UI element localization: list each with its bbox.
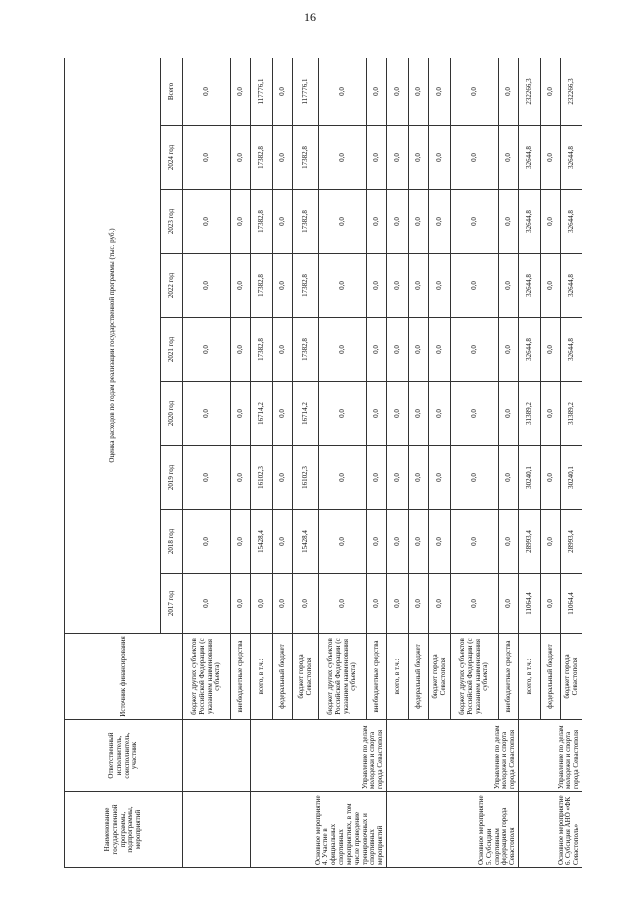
value-cell: 0,0 — [429, 382, 451, 446]
value-cell: 0,0 — [429, 446, 451, 510]
year-header: 2018 год — [161, 510, 183, 574]
value-cell: 0,0 — [409, 446, 429, 510]
value-cell: 0,0 — [273, 510, 293, 574]
value-cell: 0,0 — [273, 382, 293, 446]
value-cell: 0,0 — [429, 574, 451, 634]
value-cell: 0,0 — [451, 510, 499, 574]
value-cell: 0,0 — [319, 254, 367, 318]
value-cell: 31389,2 — [519, 382, 541, 446]
total-cell: 0,0 — [541, 58, 561, 126]
value-cell: 0,0 — [451, 318, 499, 382]
value-cell: 0,0 — [319, 382, 367, 446]
source-cell: бюджет города Севастополя — [429, 634, 451, 720]
value-cell: 16714,2 — [293, 382, 319, 446]
page-number: 16 — [304, 10, 316, 24]
value-cell: 0,0 — [541, 382, 561, 446]
value-cell: 0,0 — [499, 254, 519, 318]
measure-name-cell — [183, 792, 251, 868]
value-cell: 0,0 — [499, 318, 519, 382]
source-cell: бюджет города Севастополя — [561, 634, 583, 720]
value-cell: 0,0 — [367, 510, 387, 574]
total-cell: 232266,3 — [561, 58, 583, 126]
value-cell: 0,0 — [429, 510, 451, 574]
value-cell: 0,0 — [231, 382, 251, 446]
value-cell: 0,0 — [273, 446, 293, 510]
source-cell: бюджет других субъектов Российской Федерации (с указанием наименования субъекта) — [451, 634, 499, 720]
value-cell: 0,0 — [409, 382, 429, 446]
total-cell: 117776,1 — [293, 58, 319, 126]
value-cell: 0,0 — [183, 126, 231, 190]
value-cell: 17382,8 — [251, 318, 273, 382]
source-cell: федеральный бюджет — [273, 634, 293, 720]
value-cell: 0,0 — [429, 318, 451, 382]
value-cell: 28993,4 — [561, 510, 583, 574]
source-cell: всего, в т.ч.: — [519, 634, 541, 720]
value-cell: 0,0 — [367, 574, 387, 634]
value-cell: 0,0 — [541, 510, 561, 574]
value-cell: 0,0 — [273, 318, 293, 382]
total-cell: 0,0 — [183, 58, 231, 126]
value-cell: 15428,4 — [293, 510, 319, 574]
executor-cell: Управление по делам молодежи и спорта города Севастополя — [519, 720, 583, 792]
source-cell: всего, в т.ч.: — [387, 634, 409, 720]
funding-table — [64, 58, 582, 868]
value-cell: 0,0 — [183, 382, 231, 446]
year-header: 2019 год — [161, 446, 183, 510]
header-estimate: Оценка расходов по годам реализации государственной программы (тыс. руб.) — [65, 58, 161, 634]
value-cell: 0,0 — [387, 446, 409, 510]
value-cell: 0,0 — [367, 446, 387, 510]
value-cell: 0,0 — [451, 382, 499, 446]
measure-name-cell: Основное мероприятие 4. Участие в официальных спортивных мероприятиях, в том числе проведение тренировочных и спортивных мероприятий — [251, 792, 387, 868]
value-cell: 30240,1 — [561, 446, 583, 510]
total-cell: 0,0 — [367, 58, 387, 126]
total-cell: 0,0 — [451, 58, 499, 126]
value-cell: 0,0 — [273, 254, 293, 318]
value-cell: 0,0 — [367, 382, 387, 446]
value-cell: 0,0 — [319, 318, 367, 382]
value-cell: 0,0 — [367, 254, 387, 318]
value-cell: 0,0 — [429, 126, 451, 190]
value-cell: 11064,4 — [519, 574, 541, 634]
value-cell: 0,0 — [499, 126, 519, 190]
value-cell: 17382,8 — [293, 254, 319, 318]
value-cell: 0,0 — [183, 318, 231, 382]
year-header: 2017 год — [161, 574, 183, 634]
value-cell: 0,0 — [319, 446, 367, 510]
total-cell: 117776,1 — [251, 58, 273, 126]
year-header: 2024 год — [161, 126, 183, 190]
table-row — [519, 58, 541, 868]
value-cell: 0,0 — [409, 126, 429, 190]
source-cell: всего, в т.ч.: — [251, 634, 273, 720]
source-cell: бюджет города Севастополя — [293, 634, 319, 720]
year-header: 2021 год — [161, 318, 183, 382]
value-cell: 0,0 — [387, 190, 409, 254]
value-cell: 0,0 — [231, 446, 251, 510]
value-cell: 0,0 — [319, 574, 367, 634]
value-cell: 0,0 — [367, 318, 387, 382]
value-cell: 0,0 — [231, 574, 251, 634]
value-cell: 0,0 — [293, 574, 319, 634]
value-cell: 0,0 — [387, 510, 409, 574]
value-cell: 32644,8 — [519, 190, 541, 254]
value-cell: 0,0 — [231, 190, 251, 254]
value-cell: 0,0 — [387, 574, 409, 634]
value-cell: 0,0 — [409, 254, 429, 318]
value-cell: 0,0 — [367, 126, 387, 190]
value-cell: 32644,8 — [561, 254, 583, 318]
value-cell: 17382,8 — [293, 318, 319, 382]
total-cell: 0,0 — [409, 58, 429, 126]
value-cell: 0,0 — [183, 254, 231, 318]
value-cell: 0,0 — [499, 574, 519, 634]
value-cell: 0,0 — [409, 574, 429, 634]
value-cell: 0,0 — [231, 510, 251, 574]
value-cell: 0,0 — [541, 318, 561, 382]
value-cell: 16102,3 — [293, 446, 319, 510]
value-cell: 31389,2 — [561, 382, 583, 446]
value-cell: 0,0 — [409, 318, 429, 382]
value-cell: 17382,8 — [293, 190, 319, 254]
value-cell: 32644,8 — [561, 318, 583, 382]
value-cell: 0,0 — [273, 126, 293, 190]
value-cell: 0,0 — [499, 190, 519, 254]
value-cell: 0,0 — [183, 446, 231, 510]
value-cell: 0,0 — [231, 126, 251, 190]
table-frame — [64, 58, 582, 868]
value-cell: 0,0 — [429, 254, 451, 318]
source-cell: федеральный бюджет — [541, 634, 561, 720]
value-cell: 0,0 — [387, 318, 409, 382]
header-name: Наименование государственной программы, подпрограммы, мероприятий — [65, 792, 183, 868]
value-cell: 32644,8 — [519, 318, 541, 382]
value-cell: 0,0 — [319, 126, 367, 190]
value-cell: 0,0 — [409, 190, 429, 254]
value-cell: 16102,3 — [251, 446, 273, 510]
value-cell: 0,0 — [387, 126, 409, 190]
value-cell: 28993,4 — [519, 510, 541, 574]
header-executor: Ответственный исполнитель, соисполнитель, участник — [65, 720, 183, 792]
year-header: 2022 год — [161, 254, 183, 318]
value-cell: 0,0 — [387, 254, 409, 318]
table-row — [183, 58, 231, 868]
rotated-table-container — [64, 58, 582, 868]
total-cell: 0,0 — [319, 58, 367, 126]
total-cell: 0,0 — [387, 58, 409, 126]
value-cell: 30240,1 — [519, 446, 541, 510]
total-header: Всего — [161, 58, 183, 126]
total-cell: 232266,3 — [519, 58, 541, 126]
total-cell: 0,0 — [429, 58, 451, 126]
executor-cell — [183, 720, 251, 792]
value-cell: 0,0 — [451, 190, 499, 254]
value-cell: 0,0 — [273, 574, 293, 634]
value-cell: 0,0 — [183, 510, 231, 574]
value-cell: 0,0 — [409, 510, 429, 574]
table-row — [251, 58, 273, 868]
value-cell: 0,0 — [541, 446, 561, 510]
value-cell: 0,0 — [499, 382, 519, 446]
value-cell: 0,0 — [499, 510, 519, 574]
value-cell: 32644,8 — [519, 126, 541, 190]
year-header: 2023 год — [161, 190, 183, 254]
value-cell: 17382,8 — [251, 254, 273, 318]
value-cell: 0,0 — [367, 190, 387, 254]
executor-cell: Управление по делам молодежи и спорта города Севастополя — [387, 720, 519, 792]
value-cell: 0,0 — [451, 446, 499, 510]
header-source: Источник финансирования — [65, 634, 183, 720]
value-cell: 0,0 — [319, 510, 367, 574]
measure-name-cell: Основное мероприятие 6. Субсидия АНО «ФК Севастополь» — [519, 792, 583, 868]
source-cell: бюджет других субъектов Российской Федерации (с указанием наименования субъекта) — [183, 634, 231, 720]
value-cell: 0,0 — [451, 126, 499, 190]
value-cell: 0,0 — [183, 574, 231, 634]
value-cell: 0,0 — [499, 446, 519, 510]
value-cell: 0,0 — [231, 318, 251, 382]
value-cell: 32644,8 — [561, 126, 583, 190]
value-cell: 0,0 — [541, 126, 561, 190]
source-cell: бюджет других субъектов Российской Федерации (с указанием наименования субъекта) — [319, 634, 367, 720]
value-cell: 0,0 — [183, 190, 231, 254]
source-cell: федеральный бюджет — [409, 634, 429, 720]
executor-cell: Управление по делам молодежи и спорта города Севастополя — [251, 720, 387, 792]
value-cell: 17382,8 — [251, 126, 273, 190]
value-cell: 17382,8 — [251, 190, 273, 254]
value-cell: 0,0 — [273, 190, 293, 254]
value-cell: 15428,4 — [251, 510, 273, 574]
year-header: 2020 год — [161, 382, 183, 446]
measure-name-cell: Основное мероприятие 5. Субсидии спортивным федерациям города Севастополя — [387, 792, 519, 868]
value-cell: 0,0 — [451, 254, 499, 318]
value-cell: 32644,8 — [519, 254, 541, 318]
value-cell: 0,0 — [251, 574, 273, 634]
value-cell: 0,0 — [387, 382, 409, 446]
value-cell: 0,0 — [451, 574, 499, 634]
table-row — [387, 58, 409, 868]
value-cell: 0,0 — [541, 254, 561, 318]
source-cell: внебюджетные средства — [499, 634, 519, 720]
value-cell: 0,0 — [541, 574, 561, 634]
value-cell: 32644,8 — [561, 190, 583, 254]
value-cell: 0,0 — [429, 190, 451, 254]
total-cell: 0,0 — [273, 58, 293, 126]
value-cell: 17382,8 — [293, 126, 319, 190]
table-body — [183, 58, 583, 868]
source-cell: внебюджетные средства — [231, 634, 251, 720]
value-cell: 0,0 — [231, 254, 251, 318]
value-cell: 11064,4 — [561, 574, 583, 634]
value-cell: 0,0 — [541, 190, 561, 254]
source-cell: внебюджетные средства — [367, 634, 387, 720]
total-cell: 0,0 — [231, 58, 251, 126]
value-cell: 16714,2 — [251, 382, 273, 446]
value-cell: 0,0 — [319, 190, 367, 254]
total-cell: 0,0 — [499, 58, 519, 126]
